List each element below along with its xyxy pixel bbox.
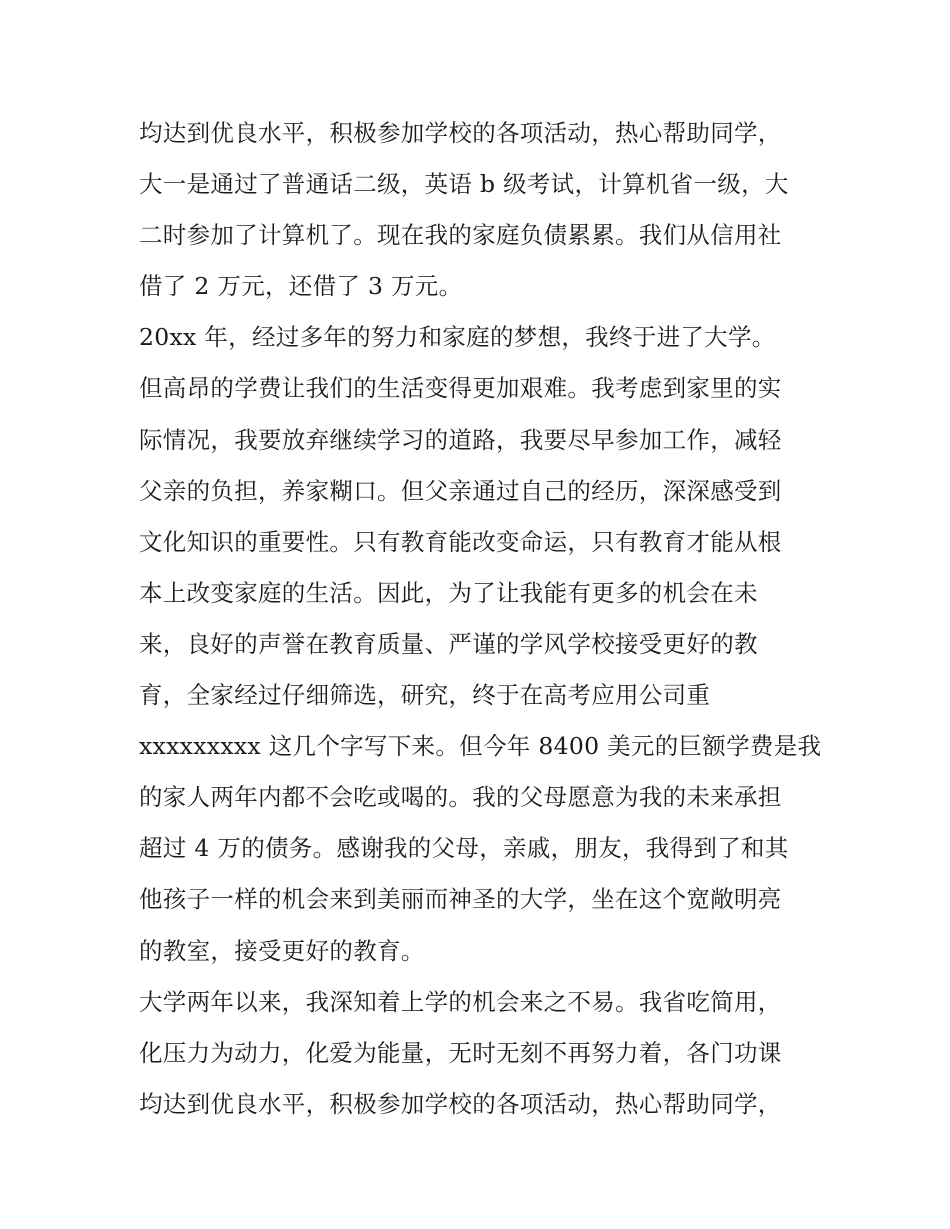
text-line-13: xxxxxxxxx 这几个字写下来。但今年 8400 美元的巨额学费是我 bbox=[139, 732, 822, 761]
text-line-5: 20xx 年，经过多年的努力和家庭的梦想，我终于进了大学。 bbox=[139, 323, 776, 352]
text-line-6: 但高昂的学费让我们的生活变得更加艰难。我考虑到家里的实 bbox=[139, 374, 782, 403]
text-line-20: 均达到优良水平，积极参加学校的各项活动，热心帮助同学， bbox=[139, 1089, 782, 1118]
text-line-10: 本上改变家庭的生活。因此，为了让我能有更多的机会在未 bbox=[139, 578, 758, 607]
text-line-19: 化压力为动力，化爱为能量，无时无刻不再努力着，各门功课 bbox=[139, 1038, 782, 1067]
text-line-1: 均达到优良水平，积极参加学校的各项活动，热心帮助同学， bbox=[139, 119, 782, 147]
text-line-8: 父亲的负担，养家糊口。但父亲通过自己的经历，深深感受到 bbox=[139, 476, 782, 505]
text-line-2: 大一是通过了普通话二级，英语 b 级考试，计算机省一级，大 bbox=[139, 170, 789, 199]
text-line-15: 超过 4 万的债务。感谢我的父母，亲戚，朋友，我得到了和其 bbox=[139, 834, 789, 863]
text-line-11: 来，良好的声誉在教育质量、严谨的学风学校接受更好的教 bbox=[139, 629, 758, 658]
text-line-18: 大学两年以来，我深知着上学的机会来之不易。我省吃简用， bbox=[139, 987, 782, 1016]
text-line-9: 文化知识的重要性。只有教育能改变命运，只有教育才能从根 bbox=[139, 527, 782, 556]
text-line-3: 二时参加了计算机了。现在我的家庭负债累累。我们从信用社 bbox=[139, 221, 782, 250]
text-line-14: 的家人两年内都不会吃或喝的。我的父母愿意为我的未来承担 bbox=[139, 783, 782, 812]
text-line-4: 借了 2 万元，还借了 3 万元。 bbox=[139, 272, 463, 301]
text-line-16: 他孩子一样的机会来到美丽而神圣的大学，坐在这个宽敞明亮 bbox=[139, 885, 782, 914]
text-line-17: 的教室，接受更好的教育。 bbox=[139, 936, 425, 965]
text-line-7: 际情况，我要放弃继续学习的道路，我要尽早参加工作，减轻 bbox=[139, 425, 782, 454]
body-text bbox=[139, 108, 829, 1130]
text-line-12: 育，全家经过仔细筛选，研究，终于在高考应用公司重 bbox=[139, 681, 711, 710]
